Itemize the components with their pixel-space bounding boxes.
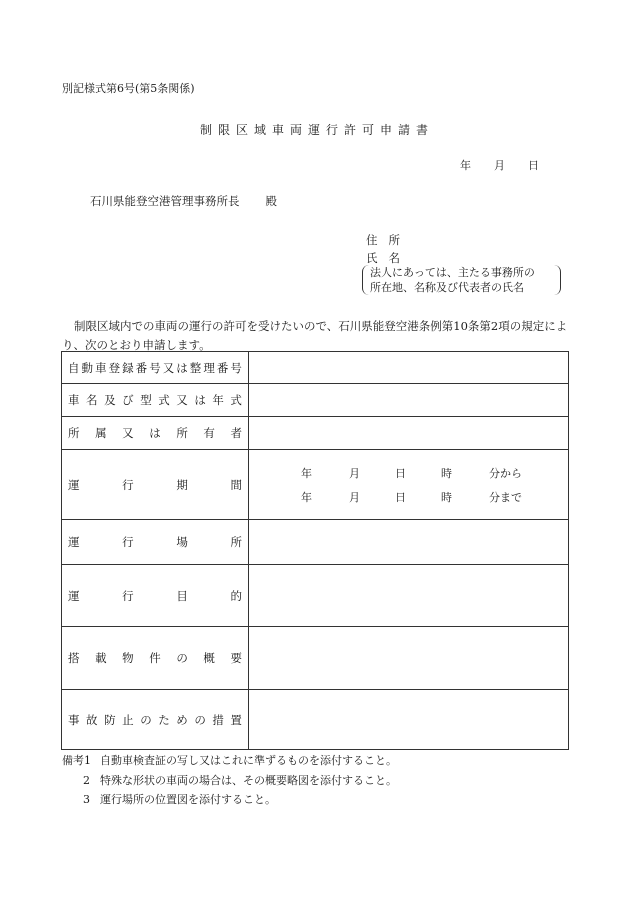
addressee	[90, 193, 277, 209]
remark-number: 2	[83, 773, 90, 787]
row-label	[62, 627, 249, 690]
row-label	[62, 352, 249, 384]
period-from: 分から	[489, 466, 522, 480]
form-number-label: 別記様式第6号(第5条関係)	[62, 82, 195, 95]
corporation-note-line: 法人にあっては、主たる事務所の	[370, 266, 535, 279]
row-label	[62, 520, 249, 565]
row-label	[62, 417, 249, 450]
form-row-owner	[62, 417, 569, 450]
operation-location-field[interactable]	[249, 520, 569, 565]
remark-item	[62, 771, 397, 791]
operation-period-label: 運 行 期 間	[68, 477, 242, 492]
owner-field[interactable]	[249, 417, 569, 450]
remarks	[62, 751, 397, 810]
period-hour: 時	[441, 466, 452, 480]
period-to-line	[249, 485, 568, 509]
accident-prevention-label: 事 故 防 止 の た め の 措 置	[68, 712, 242, 727]
remark-number: 3	[83, 793, 90, 806]
remark-item	[62, 790, 397, 810]
row-label	[62, 384, 249, 417]
form-row-registration	[62, 352, 569, 384]
period-to: 分まで	[489, 490, 522, 504]
period-month: 月	[349, 466, 360, 480]
date-line	[460, 157, 539, 173]
row-label	[62, 565, 249, 627]
form-row-vehicle-model	[62, 384, 569, 417]
registration-number-label	[68, 360, 242, 376]
date-year: 年	[460, 159, 471, 172]
period-year: 年	[301, 490, 312, 504]
operation-period-field[interactable]	[249, 450, 569, 520]
form-row-location	[62, 520, 569, 565]
period-day: 日	[395, 490, 406, 504]
form-row-safety	[62, 690, 569, 750]
operation-purpose-label: 運 行 目 的	[68, 588, 242, 603]
date-day: 日	[528, 159, 539, 172]
period-day: 日	[395, 466, 406, 480]
row-label	[62, 690, 249, 750]
period-from-line	[249, 461, 568, 485]
accident-prevention-field[interactable]	[249, 690, 569, 750]
remark-text: 自動車検査証の写し又はこれに準ずるものを添付すること。	[100, 754, 397, 767]
remark-text: 特殊な形状の車両の場合は、その概要略図を添付すること。	[100, 773, 397, 787]
registration-number-field[interactable]	[249, 352, 569, 384]
corporation-note-line: 所在地、名称及び代表者の氏名	[370, 281, 524, 294]
addressee-honorific: 殿	[265, 194, 277, 208]
operation-purpose-field[interactable]	[249, 565, 569, 627]
corporation-note	[362, 265, 561, 295]
period-year: 年	[301, 466, 312, 480]
owner-label: 所 属 又 は 所 有 者	[68, 426, 242, 440]
form-row-purpose	[62, 565, 569, 627]
remark-text: 運行場所の位置図を添付すること。	[100, 793, 276, 806]
applicant-address-label: 住 所	[366, 233, 400, 247]
applicant-name-label: 氏 名	[366, 251, 400, 265]
application-intro: 制限区域内での車両の運行の許可を受けたいので、石川県能登空港条例第10条第2項の規定により、次のとおり申請します。	[62, 319, 568, 352]
row-label	[62, 450, 249, 520]
form-row-period	[62, 450, 569, 520]
vehicle-model-field[interactable]	[249, 384, 569, 417]
cargo-summary-field[interactable]	[249, 627, 569, 690]
period-hour: 時	[441, 490, 452, 504]
document-title: 制限区域車両運行許可申請書	[200, 123, 435, 137]
operation-location-label: 運 行 場 所	[68, 535, 242, 549]
remark-item	[62, 751, 397, 771]
period-month: 月	[349, 490, 360, 504]
form-row-cargo	[62, 627, 569, 690]
remark-number: 備考1	[62, 754, 91, 767]
date-month: 月	[494, 159, 505, 172]
vehicle-model-label: 車 名 及 び 型 式 又 は 年 式	[68, 393, 242, 407]
addressee-name: 石川県能登空港管理事務所長	[90, 194, 240, 208]
application-form-table	[61, 351, 569, 750]
row-label-text: 自 動 車 登 録 番 号 又 は 整 理 番 号	[68, 360, 242, 375]
cargo-summary-label: 搭 載 物 件 の 概 要	[68, 651, 242, 665]
